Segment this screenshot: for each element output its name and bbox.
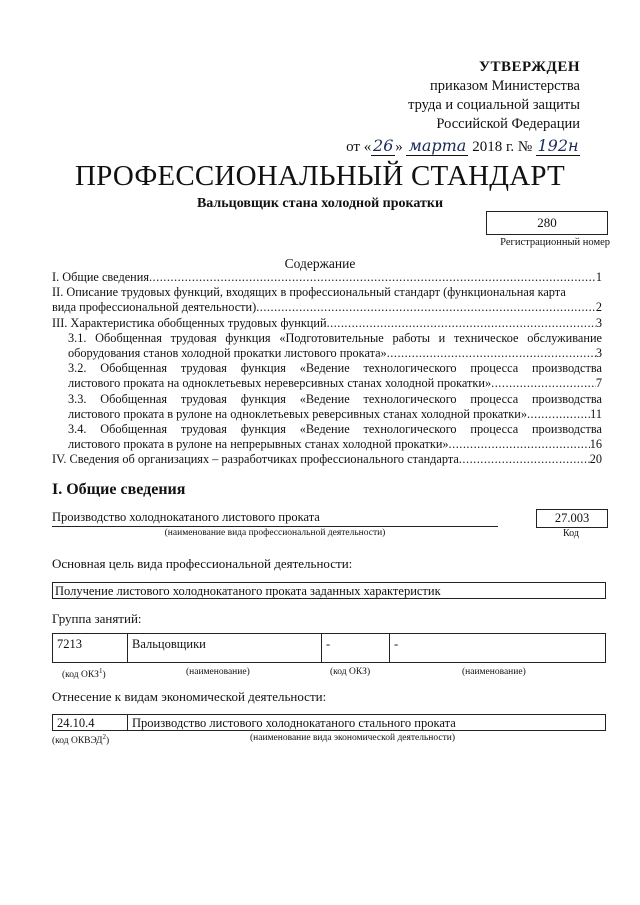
toc-entry-text: 3.3. Обобщенная трудовая функция «Ведение технологического процесса производства bbox=[68, 391, 602, 406]
approval-line: приказом Министерства bbox=[430, 78, 580, 94]
toc-entry-page: 1 bbox=[595, 270, 602, 284]
group-caption-okz: (код ОКЗ$^1$) bbox=[62, 667, 106, 681]
toc-entry-page: 3 bbox=[595, 315, 602, 330]
toc-entry-text: 3.2. Обобщенная трудовая функция «Ведение технологического процесса производства bbox=[68, 361, 602, 376]
toc-entry[interactable] bbox=[52, 270, 602, 285]
toc-entry-text: вида профессиональной деятельности) bbox=[52, 300, 257, 315]
group-okz-code: 7213 bbox=[52, 633, 128, 663]
econ-caption-name: (наименование вида экономической деятельности) bbox=[250, 733, 455, 743]
toc-entry-page: 11 bbox=[590, 406, 602, 421]
activity-name-line bbox=[52, 510, 498, 527]
group-caption-name: (наименование) bbox=[186, 667, 250, 677]
econ-caption-okved: (код ОКВЭД$^2$) bbox=[52, 733, 110, 747]
approval-line: Российской Федерации bbox=[436, 116, 580, 132]
econ-label: Отнесение к видам экономической деятельности: bbox=[52, 689, 327, 704]
toc-entry-text: 3.4. Обобщенная трудовая функция «Ведение технологического процесса производства bbox=[68, 422, 602, 437]
date-day: 26 bbox=[373, 136, 394, 155]
approval-line: труда и социальной защиты bbox=[408, 97, 580, 113]
goal-text: Получение листового холоднокатаного проката заданных характеристик bbox=[55, 584, 441, 598]
goal-field bbox=[52, 582, 606, 599]
toc-entry-page: 20 bbox=[589, 452, 602, 467]
date-prefix: от « bbox=[346, 139, 372, 155]
toc-entry-text: оборудования станов холодной прокатки листового проката» bbox=[68, 346, 387, 361]
group-caption-name-2: (наименование) bbox=[462, 667, 526, 677]
registration-number-label: Регистрационный номер bbox=[500, 237, 610, 248]
group-label: Группа занятий: bbox=[52, 611, 142, 626]
toc-entry-page: 3 bbox=[595, 346, 602, 361]
toc-entry-text: листового проката в рулоне на одноклетьевых реверсивных станах холодной прокатки» bbox=[68, 406, 527, 421]
toc-entry-page: 2 bbox=[595, 300, 602, 315]
toc-entry[interactable] bbox=[52, 422, 602, 452]
date-mid: » bbox=[395, 139, 403, 155]
econ-okved-code: 24.10.4 bbox=[52, 714, 128, 731]
approval-date bbox=[320, 136, 580, 157]
toc-entry-text: II. Описание трудовых функций, входящих в профессиональный стандарт (функциональная карта bbox=[52, 285, 566, 300]
toc-entry[interactable] bbox=[52, 316, 602, 331]
group-caption-okz-2: (код ОКЗ) bbox=[330, 667, 371, 677]
toc-entry-page: 7 bbox=[595, 376, 602, 391]
toc-entry[interactable] bbox=[52, 361, 602, 391]
group-occupation-name-2: - bbox=[390, 633, 606, 663]
document-subtitle: Вальцовщик стана холодной прокатки bbox=[196, 196, 444, 211]
approval-block bbox=[320, 58, 580, 157]
group-table bbox=[52, 633, 606, 663]
order-number: 192н bbox=[537, 136, 579, 155]
activity-code: 27.003 bbox=[536, 509, 608, 528]
econ-activity-name: Производство листового холоднокатаного стального проката bbox=[128, 714, 606, 731]
group-occupation-name: Вальцовщики bbox=[128, 633, 322, 663]
toc-entry-text: IV. Сведения об организациях – разработчиках профессионального стандарта bbox=[52, 452, 459, 467]
toc-entry[interactable] bbox=[52, 452, 602, 467]
toc-entry-text: листового проката в рулоне на непрерывных станах холодной прокатки» bbox=[68, 437, 449, 452]
toc-entry[interactable] bbox=[52, 285, 602, 315]
approval-heading: УТВЕРЖДЕН bbox=[479, 59, 580, 75]
table-of-contents bbox=[52, 270, 602, 468]
activity-code-caption: Код bbox=[563, 528, 579, 539]
toc-entry-text: 3.1. Обобщенная трудовая функция «Подготовительные работы и техническое обслуживание bbox=[68, 330, 602, 345]
goal-label: Основная цель вида профессиональной деятельности: bbox=[52, 556, 353, 571]
date-month: марта bbox=[406, 136, 468, 156]
group-okz-code-2: - bbox=[322, 633, 390, 663]
toc-entry-text: листового проката на одноклетьевых нереверсивных станах холодной прокатки» bbox=[68, 376, 492, 391]
toc-entry[interactable] bbox=[52, 392, 602, 422]
registration-number-box: 280 bbox=[486, 211, 608, 235]
toc-entry-page: 16 bbox=[589, 437, 602, 452]
date-year: 2018 г. № bbox=[472, 139, 533, 155]
activity-name-caption: (наименование вида профессиональной деятельности) bbox=[164, 528, 386, 538]
toc-entry[interactable] bbox=[52, 331, 602, 361]
econ-table bbox=[52, 714, 606, 731]
toc-entry-text: I. Общие сведения bbox=[52, 270, 149, 284]
toc-heading: Содержание bbox=[284, 256, 356, 271]
activity-name: Производство холоднокатаного листового проката bbox=[52, 510, 320, 524]
toc-entry-text: III. Характеристика обобщенных трудовых функций bbox=[52, 315, 327, 330]
section-heading: I. Общие сведения bbox=[52, 481, 186, 498]
document-title: ПРОФЕССИОНАЛЬНЫЙ СТАНДАРТ bbox=[75, 160, 565, 192]
